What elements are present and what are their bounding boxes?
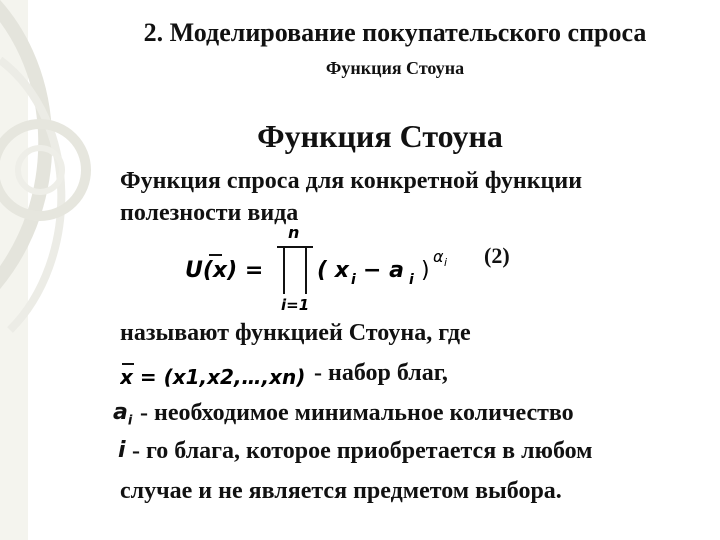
decorative-swirl-background <box>0 0 100 540</box>
slide-title: 2. Моделирование покупательского спроса <box>143 18 647 47</box>
goods-vector-text: x = (x1,x2,…,xn) <box>120 365 306 389</box>
goods-vector-definition <box>120 358 310 398</box>
slide-subtitle: Функция Стоуна <box>325 58 465 78</box>
product-upper-limit: n <box>288 223 300 242</box>
ai-symbol: $a_i$ <box>113 400 133 429</box>
section-heading: Функция Стоуна <box>257 118 503 154</box>
formula-minus-a: − a <box>363 258 404 283</box>
formula-exponent-subscript: i <box>444 256 448 269</box>
formula-factor: ( x <box>317 258 349 283</box>
i-definition: - го блага, которое приобретается в любом <box>132 438 593 464</box>
last-line: случае и не является предметом выбора. <box>120 478 562 504</box>
formula-graphic <box>185 222 485 312</box>
goods-set-text: - набор благ, <box>314 360 448 386</box>
equation-number: (2) <box>484 243 510 268</box>
stone-utility-formula <box>185 222 485 312</box>
formula-close-paren: ) <box>421 258 430 283</box>
formula-lhs: U(x) = <box>185 258 264 283</box>
product-lower-limit: i=1 <box>281 296 310 312</box>
formula-x-subscript: i <box>351 272 356 288</box>
called-line: называют функцией Стоуна, где <box>120 320 471 346</box>
i-symbol: i <box>118 438 126 463</box>
formula-a-subscript: i <box>409 272 414 288</box>
intro-line-2: полезности вида <box>120 200 299 226</box>
intro-line-1: Функция спроса для конкретной функции <box>120 168 583 194</box>
product-symbol <box>277 247 313 294</box>
goods-vector-graphic <box>120 358 310 392</box>
formula-exponent: α <box>433 247 444 266</box>
ai-definition: - необходимое минимальное количество <box>140 400 574 426</box>
